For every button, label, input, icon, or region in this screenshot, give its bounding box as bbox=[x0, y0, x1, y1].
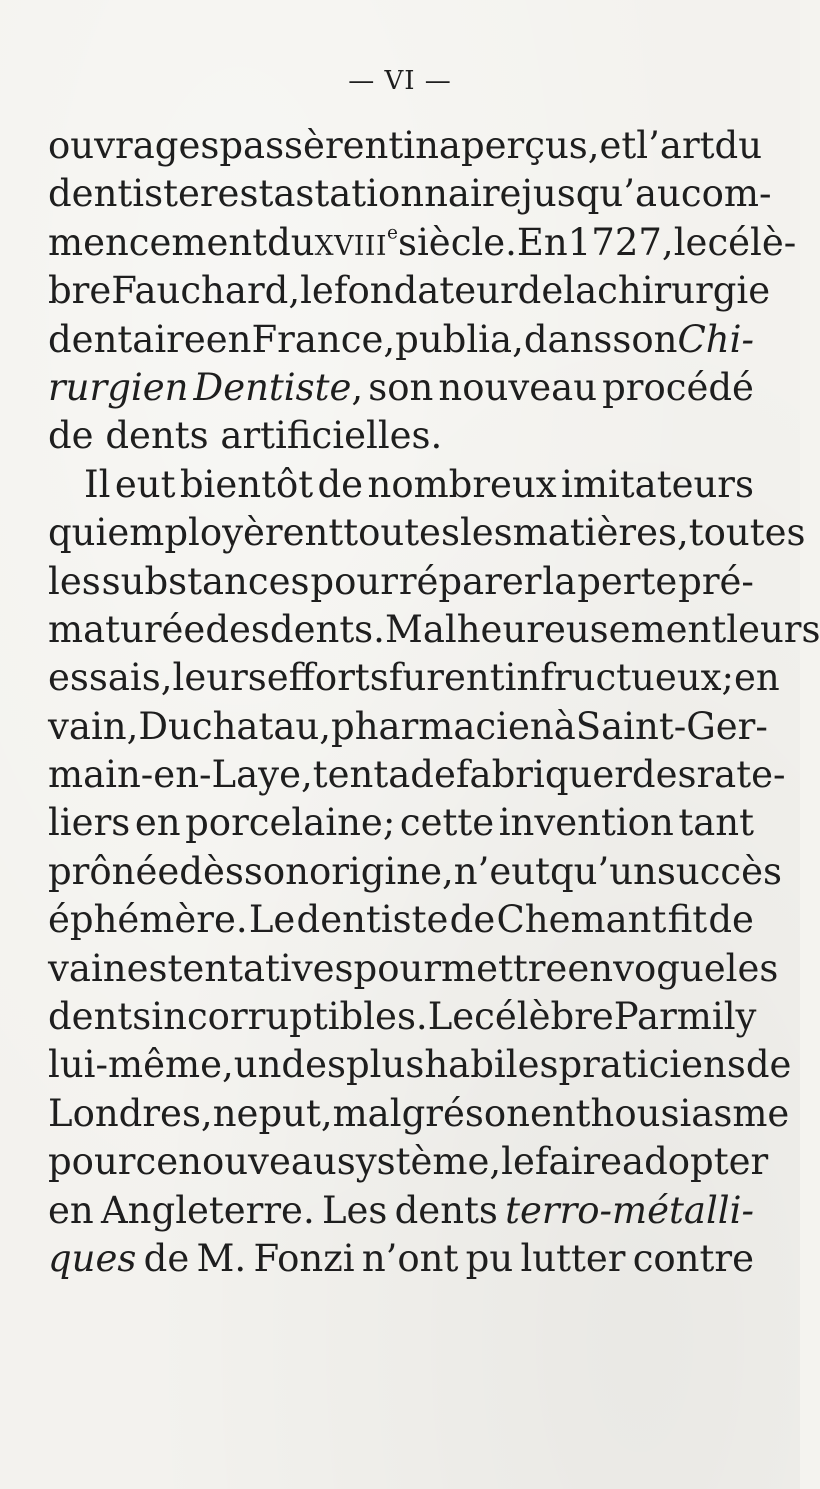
word: vogue bbox=[613, 946, 726, 990]
word: mencement bbox=[48, 220, 268, 264]
text-line bbox=[48, 606, 820, 654]
text-line bbox=[48, 751, 786, 799]
word: faire bbox=[534, 1140, 623, 1184]
word: un bbox=[233, 1043, 282, 1087]
word: praticiens bbox=[558, 1043, 746, 1087]
word: ne bbox=[212, 1091, 259, 1135]
word: de bbox=[410, 753, 456, 797]
word: toutes bbox=[688, 511, 806, 555]
word: invention bbox=[498, 801, 674, 845]
word: pour bbox=[48, 1140, 136, 1184]
word: le bbox=[501, 1140, 535, 1184]
word: Les bbox=[321, 1188, 388, 1232]
word: dentiste bbox=[296, 898, 449, 942]
word: à bbox=[553, 704, 576, 748]
word: imitateurs bbox=[561, 462, 754, 506]
word: ouvrages bbox=[48, 124, 220, 167]
word: succès bbox=[656, 849, 783, 893]
word: qu’un bbox=[549, 849, 657, 893]
word: pu bbox=[465, 1236, 514, 1280]
word: toutes bbox=[343, 511, 460, 555]
word: Le bbox=[248, 898, 296, 942]
word: porcelaine; bbox=[185, 801, 396, 845]
word: en bbox=[134, 801, 181, 845]
word: contre bbox=[632, 1236, 754, 1280]
word: le bbox=[300, 269, 334, 313]
text-line bbox=[48, 1235, 754, 1283]
word: dès bbox=[179, 849, 244, 893]
word: essais, bbox=[48, 656, 173, 700]
word: tant bbox=[678, 801, 754, 845]
word: de bbox=[745, 1043, 792, 1087]
word: infructueux; bbox=[504, 656, 734, 700]
word: Fonzi bbox=[253, 1236, 355, 1280]
word: le bbox=[673, 220, 708, 264]
word: Malheureusement bbox=[384, 607, 727, 651]
word: Il bbox=[84, 462, 111, 506]
word: XVIIIe bbox=[314, 222, 398, 262]
word: leurs bbox=[726, 607, 820, 651]
word: dentaire bbox=[48, 317, 206, 361]
word: maturée bbox=[48, 607, 206, 651]
word: vaines bbox=[48, 946, 168, 990]
word: Chemant bbox=[496, 898, 667, 942]
word: plus bbox=[345, 1043, 425, 1087]
word: célèbre bbox=[474, 995, 614, 1039]
word: habiles bbox=[424, 1043, 559, 1087]
word: prônée bbox=[48, 849, 180, 893]
word: nouveau bbox=[438, 365, 598, 409]
word: passèrent bbox=[219, 124, 404, 167]
text-line bbox=[48, 267, 771, 315]
word: nombreux bbox=[367, 462, 557, 506]
word: les bbox=[48, 559, 101, 603]
word: Duchatau, bbox=[138, 704, 332, 748]
word: furent bbox=[388, 656, 505, 700]
word: artificielles. bbox=[220, 414, 443, 458]
word: Angleterre. bbox=[100, 1188, 315, 1232]
text-line bbox=[48, 558, 754, 606]
word: substances bbox=[101, 559, 310, 603]
word: les bbox=[725, 946, 779, 990]
word: dans bbox=[523, 317, 613, 361]
word: pré- bbox=[678, 559, 754, 603]
text-line bbox=[48, 1041, 792, 1089]
word: Saint-Ger- bbox=[575, 704, 768, 748]
word: liers bbox=[48, 801, 131, 845]
text-line bbox=[48, 364, 754, 412]
word: nouveau bbox=[178, 1140, 337, 1184]
word: stationnaire bbox=[295, 172, 522, 216]
text-line bbox=[48, 703, 768, 751]
word: l’art bbox=[636, 124, 715, 167]
word: perte bbox=[577, 559, 678, 603]
word: inaperçus, bbox=[403, 124, 600, 167]
text-line bbox=[48, 219, 797, 267]
word: com- bbox=[680, 172, 772, 216]
word: terro-métalli- bbox=[505, 1188, 754, 1232]
word: la bbox=[563, 269, 598, 313]
word: en bbox=[48, 1188, 94, 1232]
word: lui-même, bbox=[48, 1043, 234, 1087]
text-line bbox=[48, 799, 754, 847]
word: rurgien bbox=[48, 365, 189, 409]
word: célè- bbox=[707, 220, 797, 264]
word: fabriquer bbox=[455, 753, 632, 797]
text-line bbox=[48, 1138, 769, 1186]
text-line bbox=[48, 945, 779, 993]
word: publia, bbox=[395, 317, 524, 361]
word: réparer bbox=[398, 559, 542, 603]
word: de bbox=[48, 414, 94, 458]
word: dents bbox=[394, 1188, 498, 1232]
word: ce bbox=[135, 1140, 179, 1184]
word: fondateur bbox=[333, 269, 518, 313]
word: leurs bbox=[172, 656, 267, 700]
word: tenta bbox=[312, 753, 411, 797]
text-line bbox=[48, 1090, 790, 1138]
word: main-en-Laye, bbox=[48, 753, 313, 797]
text-line bbox=[48, 896, 754, 944]
word: des bbox=[281, 1043, 346, 1087]
text-line bbox=[48, 170, 772, 218]
word: bre bbox=[48, 269, 112, 313]
word: enthousiasme bbox=[529, 1091, 790, 1135]
word: pour bbox=[353, 946, 442, 990]
word: n’ont bbox=[361, 1236, 459, 1280]
word: France, bbox=[251, 317, 396, 361]
word: les bbox=[459, 511, 513, 555]
word: vain, bbox=[48, 704, 139, 748]
word: Le bbox=[427, 995, 475, 1039]
word: lutter bbox=[520, 1236, 626, 1280]
text-line bbox=[48, 993, 757, 1041]
word: dents bbox=[48, 995, 152, 1039]
word: son bbox=[243, 849, 309, 893]
word: procédé bbox=[602, 365, 754, 409]
word: de bbox=[143, 1236, 190, 1280]
word: dents bbox=[105, 414, 209, 458]
word: système, bbox=[336, 1140, 502, 1184]
word: jusqu’au bbox=[521, 172, 681, 216]
word: pharmacien bbox=[331, 704, 554, 748]
word: du bbox=[714, 124, 763, 167]
word: resta bbox=[199, 172, 296, 216]
word: en bbox=[205, 317, 252, 361]
word: la bbox=[542, 559, 577, 603]
word: Londres, bbox=[48, 1091, 213, 1135]
word: mettre bbox=[441, 946, 568, 990]
word: incorruptibles. bbox=[151, 995, 428, 1039]
text-line bbox=[48, 316, 754, 364]
word: adopter bbox=[622, 1140, 769, 1184]
word: ques bbox=[48, 1236, 137, 1280]
word: qui bbox=[48, 511, 108, 555]
word: efforts bbox=[266, 656, 389, 700]
word: 1727, bbox=[567, 220, 674, 264]
word: M. bbox=[196, 1236, 247, 1280]
word: rate- bbox=[696, 753, 786, 797]
word: En bbox=[516, 220, 568, 264]
text-line bbox=[48, 461, 754, 509]
word: son bbox=[368, 365, 434, 409]
word: siècle. bbox=[397, 220, 517, 264]
word: chirurgie bbox=[597, 269, 771, 313]
word: des bbox=[631, 753, 697, 797]
page-number-header: — VI — bbox=[348, 66, 452, 96]
text-line bbox=[48, 1187, 754, 1235]
word: dentiste bbox=[48, 172, 200, 216]
word: son bbox=[612, 317, 678, 361]
text-line bbox=[48, 412, 754, 460]
word: cette bbox=[399, 801, 495, 845]
word: de bbox=[517, 269, 564, 313]
text-line bbox=[48, 848, 783, 896]
word: tentatives bbox=[167, 946, 354, 990]
word: de bbox=[708, 898, 754, 942]
word: des bbox=[205, 607, 270, 651]
word: pour bbox=[310, 559, 398, 603]
word: son bbox=[464, 1091, 530, 1135]
word: en bbox=[733, 656, 780, 700]
word: dents. bbox=[269, 607, 385, 651]
word: eut bbox=[114, 462, 176, 506]
word: du bbox=[267, 220, 315, 264]
word: éphémère. bbox=[48, 898, 248, 942]
word: Chi- bbox=[677, 317, 754, 361]
text-line bbox=[48, 122, 763, 170]
body-text bbox=[48, 122, 820, 1283]
word: malgré bbox=[332, 1091, 465, 1135]
word: bientôt bbox=[179, 462, 314, 506]
word: Parmily bbox=[613, 995, 757, 1039]
word: fit bbox=[667, 898, 708, 942]
word: origine, bbox=[308, 849, 454, 893]
word: de bbox=[317, 462, 364, 506]
word: n’eut bbox=[453, 849, 550, 893]
word: put, bbox=[258, 1091, 333, 1135]
word: matières, bbox=[512, 511, 689, 555]
text-line bbox=[48, 509, 806, 557]
word: en bbox=[567, 946, 614, 990]
word: et bbox=[599, 124, 637, 167]
word: employèrent bbox=[107, 511, 344, 555]
word: Fauchard, bbox=[111, 269, 301, 313]
text-line bbox=[48, 654, 780, 702]
word: de bbox=[449, 898, 496, 942]
word: Dentiste, bbox=[193, 365, 364, 409]
